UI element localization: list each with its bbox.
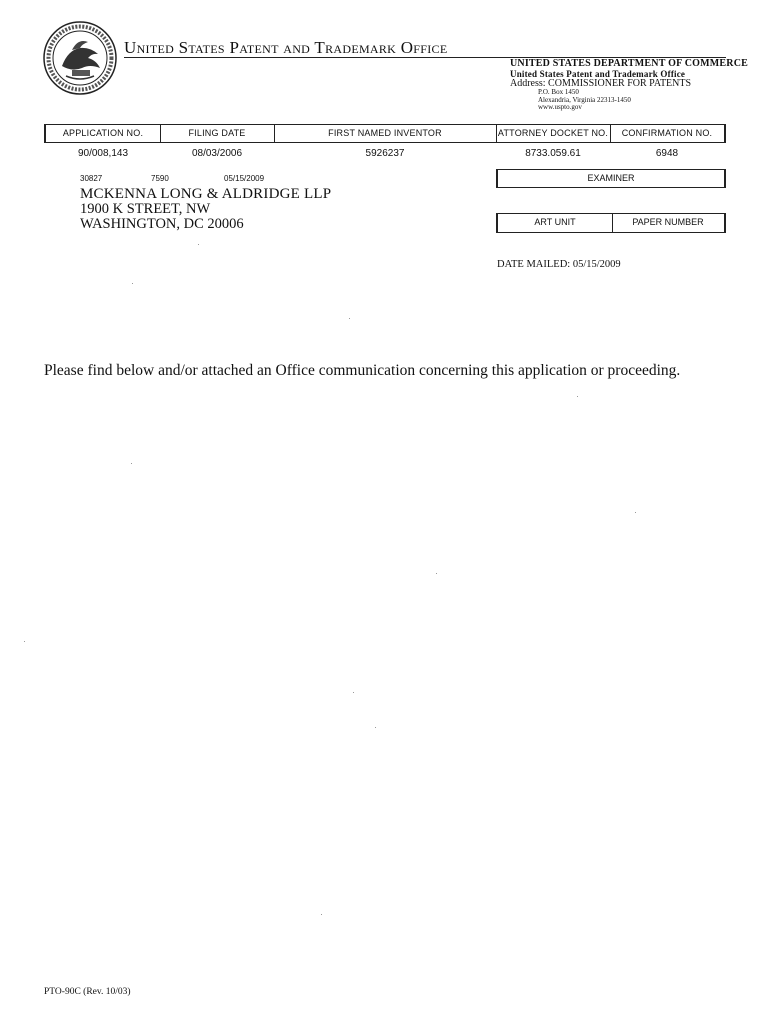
form-identifier: PTO-90C (Rev. 10/03) [44, 987, 131, 997]
website: www.uspto.gov [538, 103, 582, 111]
scan-speck [375, 727, 376, 728]
header-application-no: APPLICATION NO. [62, 128, 144, 138]
agency-name: United States Patent and Trademark Office [510, 69, 686, 79]
application-header-table [44, 124, 726, 143]
correspondent-city: WASHINGTON, DC 20006 [80, 216, 244, 232]
application-no-value: 90/008,143 [77, 148, 129, 159]
scan-speck [132, 283, 133, 284]
office-title-text: United States Patent and Trademark Office [124, 38, 448, 57]
paper-number-label: PAPER NUMBER [632, 217, 704, 227]
scan-speck [198, 244, 199, 245]
scan-speck [321, 914, 322, 915]
attorney-docket-no-value: 8733.059.61 [525, 148, 581, 159]
customer-number: 30827 [80, 174, 103, 183]
department-name: UNITED STATES DEPARTMENT OF COMMERCE [510, 58, 748, 69]
scan-speck [577, 396, 578, 397]
scan-speck [635, 512, 636, 513]
office-communication-notice: Please find below and/or attached an Office communication concerning this application or proceeding. [44, 362, 681, 379]
header-first-named-inventor: FIRST NAMED INVENTOR [328, 128, 442, 138]
scan-speck [436, 573, 437, 574]
uspto-seal-icon [42, 20, 118, 96]
first-named-inventor-value: 5926237 [365, 148, 405, 159]
reference-code: 7590 [151, 174, 169, 183]
correspondent-address [80, 187, 331, 232]
header-filing-date: FILING DATE [188, 128, 246, 138]
header-confirmation-no: CONFIRMATION NO. [621, 128, 713, 138]
commissioner-address: Address: COMMISSIONER FOR PATENTS [510, 78, 692, 89]
office-title [124, 38, 447, 58]
scan-speck [24, 641, 25, 642]
correspondent-name: MCKENNA LONG & ALDRIDGE LLP [80, 186, 332, 202]
examiner-box [496, 169, 726, 188]
reference-date: 05/15/2009 [224, 174, 265, 183]
date-mailed: DATE MAILED: 05/15/2009 [497, 259, 621, 270]
scan-speck [349, 318, 350, 319]
header-attorney-docket-no: ATTORNEY DOCKET NO. [497, 128, 609, 138]
examiner-label: EXAMINER [587, 173, 635, 183]
filing-date-value: 08/03/2006 [191, 148, 243, 159]
department-address-block [510, 59, 748, 112]
confirmation-no-value: 6948 [655, 148, 679, 159]
scan-speck [131, 463, 132, 464]
city-line: Alexandria, Virginia 22313-1450 [538, 95, 631, 104]
po-box: P.O. Box 1450 [538, 88, 579, 96]
art-unit-label: ART UNIT [534, 217, 576, 227]
scan-speck [353, 692, 354, 693]
art-unit-paper-number-box [496, 213, 726, 233]
correspondent-street: 1900 K STREET, NW [80, 201, 211, 217]
